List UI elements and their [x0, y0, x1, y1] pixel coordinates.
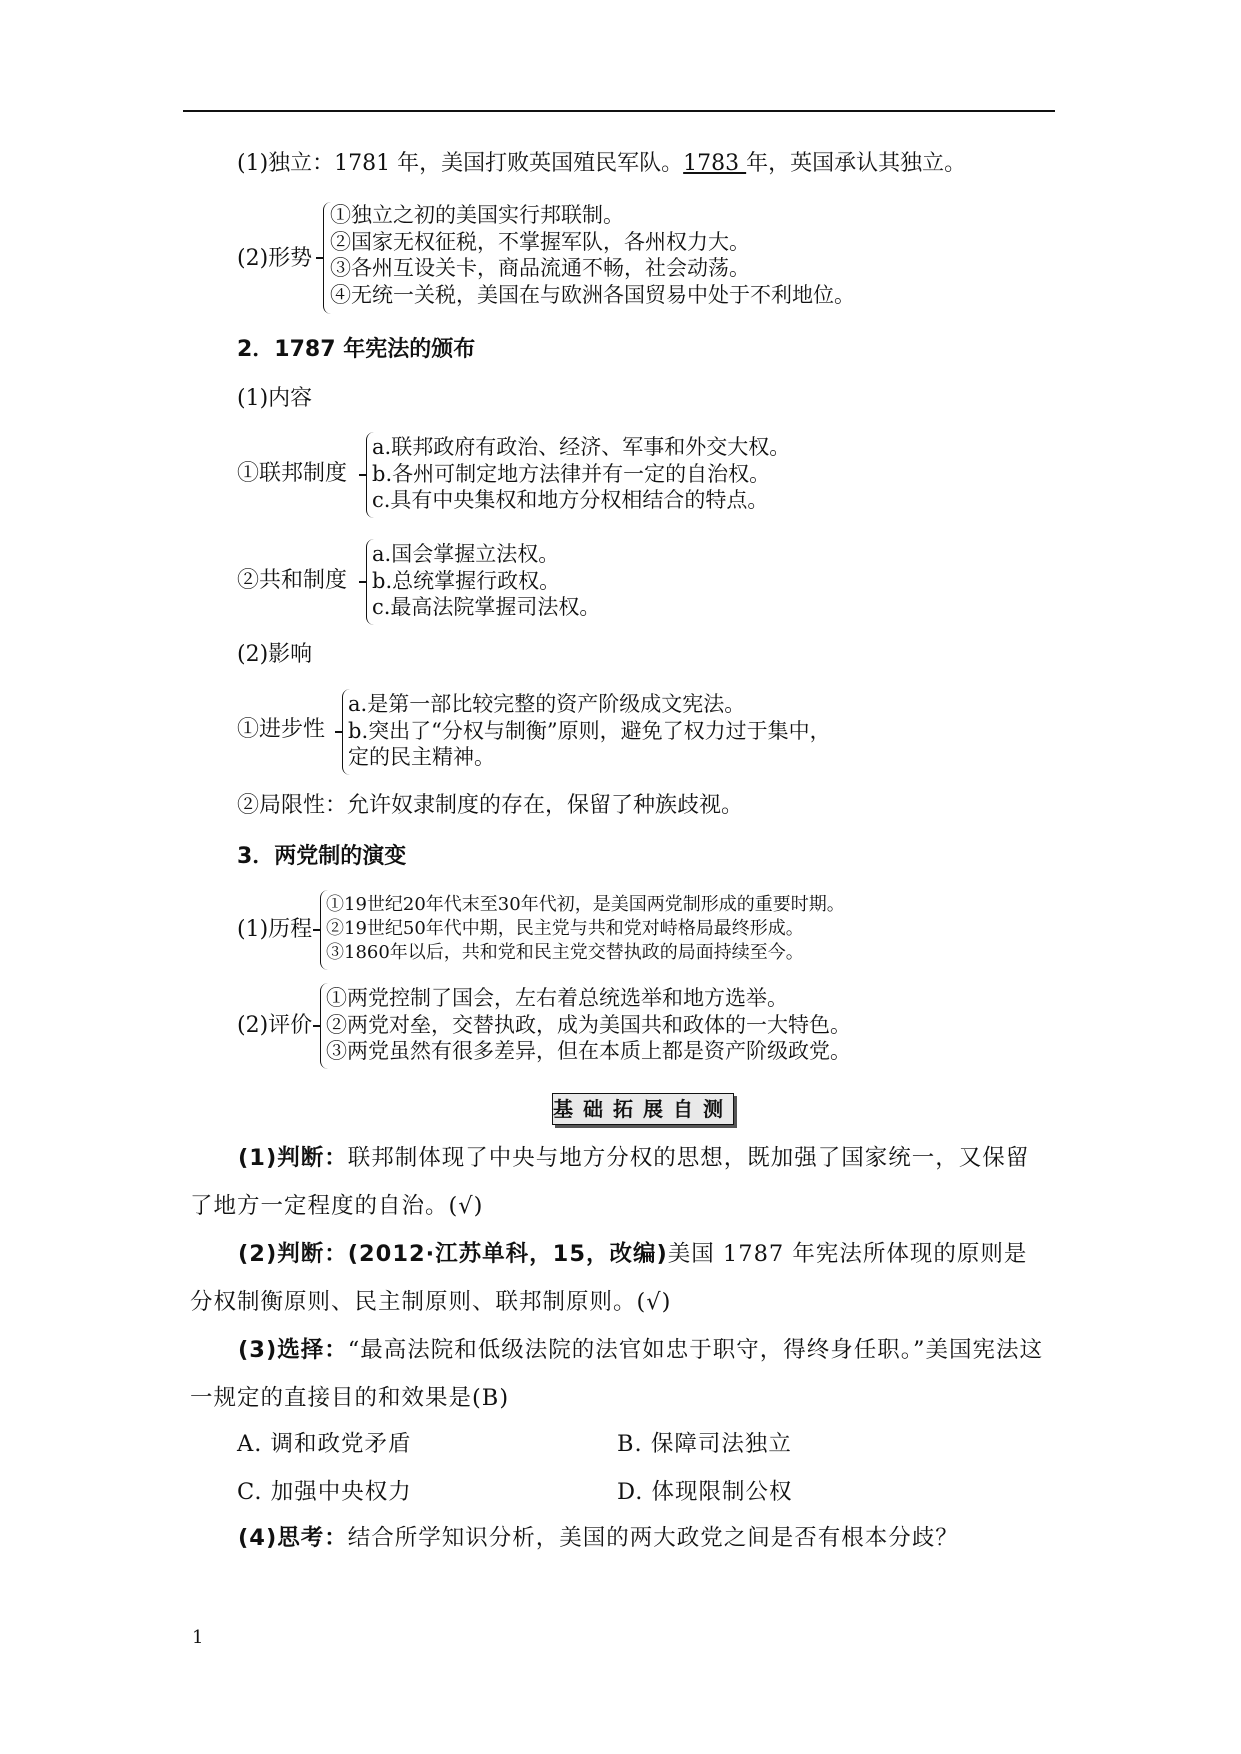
situation-list: [330, 202, 855, 308]
question-3-text: “最高法院和低级法院的法官如忠于职守，得终身任职。”美国宪法这一规定的直接目的和效果是(B): [190, 1337, 1043, 1411]
situation-item: ①独立之初的美国实行邦联制。: [330, 203, 624, 227]
option-b: B. 保障司法独立: [617, 1431, 792, 1457]
federal-item: c.具有中央集权和地方分权相结合的特点。: [372, 488, 769, 512]
header-rule: [183, 110, 1055, 112]
situation-label: (2)形势: [237, 246, 313, 271]
independence-tail: 年，英国承认其独立。: [746, 151, 967, 176]
option-c: C. 加强中央权力: [237, 1479, 412, 1505]
situation-item: ③各州互设关卡，商品流通不畅，社会动荡。: [330, 256, 750, 280]
question-2-text: 美国 1787 年宪法所体现的原则是分权制衡原则、民主制原则、联邦制原则。(√): [190, 1241, 1028, 1315]
republic-list: [372, 541, 600, 621]
independence-year: 1783: [683, 151, 747, 176]
question-1-prefix: (1)判断：: [238, 1145, 348, 1171]
self-test-badge: 基础拓展自测: [552, 1093, 734, 1125]
section-3-heading: 3．两党制的演变: [237, 844, 407, 869]
progress-item: 定的民主精神。: [348, 745, 495, 769]
evaluation-item: ③两党虽然有很多差异，但在本质上都是资产阶级政党。: [326, 1039, 851, 1063]
federal-list: [372, 434, 790, 514]
question-4: [190, 1514, 1050, 1562]
section-2-heading: 2．1787 年宪法的颁布: [237, 337, 476, 362]
evaluation-label: (2)评价: [237, 1013, 313, 1038]
option-d: D. 体现限制公权: [617, 1479, 793, 1505]
question-4-prefix: (4)思考：: [238, 1525, 348, 1551]
process-item: ③1860年以后，共和党和民主党交替执政的局面持续至今。: [326, 942, 804, 963]
progress-item: b.突出了“分权与制衡”原则，避免了权力过于集中，: [348, 718, 831, 743]
page-number: 1: [192, 1627, 204, 1648]
republic-item: b.总统掌握行政权。: [372, 568, 561, 593]
process-label: (1)历程: [237, 917, 313, 942]
independence-label: (1)独立：1781 年，美国打败英国殖民军队。: [237, 151, 684, 176]
federal-item: b.各州可制定地方法律并有一定的自治权。: [372, 461, 771, 486]
process-item: ①19世纪20年代末至30年代初，是美国两党制形成的重要时期。: [326, 894, 845, 915]
process-item: ②19世纪50年代中期，民主党与共和党对峙格局最终形成。: [326, 918, 804, 939]
question-4-text: 结合所学知识分析，美国的两大政党之间是否有根本分歧？: [347, 1525, 959, 1551]
progress-label: ①进步性: [237, 717, 326, 742]
progress-item: a.是第一部比较完整的资产阶级成文宪法。: [348, 692, 746, 716]
impact-label: (2)影响: [237, 642, 313, 667]
progress-list: [348, 691, 831, 771]
question-3: [190, 1326, 1050, 1422]
republic-label: ②共和制度: [237, 568, 348, 593]
content-label: (1)内容: [237, 386, 313, 411]
question-1-text: 联邦制体现了中央与地方分权的思想，既加强了国家统一，又保留了地方一定程度的自治。(√): [190, 1145, 1030, 1219]
federal-label: ①联邦制度: [237, 461, 348, 486]
question-3-prefix: (3)选择：: [238, 1337, 348, 1363]
federal-item: a.联邦政府有政治、经济、军事和外交大权。: [372, 435, 791, 459]
question-2: [190, 1230, 1050, 1326]
situation-item: ④无统一关税，美国在与欧洲各国贸易中处于不利地位。: [330, 282, 855, 307]
republic-item: a.国会掌握立法权。: [372, 542, 560, 566]
situation-item: ②国家无权征税，不掌握军队，各州权力大。: [330, 229, 750, 254]
option-a: A. 调和政党矛盾: [237, 1431, 412, 1457]
limitation-line: ②局限性：允许奴隶制度的存在，保留了种族歧视。: [237, 793, 744, 818]
evaluation-item: ②两党对垒，交替执政，成为美国共和政体的一大特色。: [326, 1012, 851, 1037]
evaluation-list: [326, 985, 851, 1065]
evaluation-item: ①两党控制了国会，左右着总统选举和地方选举。: [326, 986, 788, 1010]
question-2-prefix: (2)判断：(2012·江苏单科，15，改编): [238, 1241, 668, 1267]
process-list: [326, 893, 845, 965]
question-1: [190, 1134, 1050, 1230]
independence-line: [237, 150, 966, 178]
republic-item: c.最高法院掌握司法权。: [372, 595, 601, 619]
